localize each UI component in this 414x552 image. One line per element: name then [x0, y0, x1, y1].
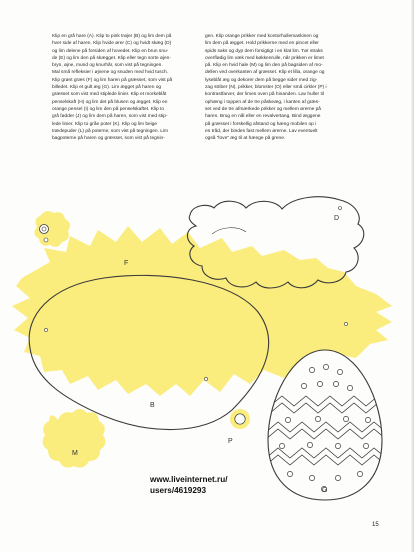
instruction-line: bagpoterne på haren og græsset, som vist på tegnin- [52, 136, 165, 142]
instruction-line: hver side af haren. Klip hvide ører (C) og hvidt skæg (D) [52, 41, 172, 47]
instruction-line: lede linier. Klip to gråe poter (K). Klip og lim beige [52, 121, 158, 127]
instruction-line: på. Klip en hvid hale (M) og lim den på bagsiden af mo- [205, 63, 323, 69]
small-flower-template [34, 211, 69, 247]
watermark [150, 474, 290, 496]
label-grass: F [124, 260, 129, 267]
label-oval-egg: B [150, 402, 155, 409]
instruction-line: lim dem på ægget. Hold prikkerne med en pincet eller [205, 41, 319, 47]
ring-template [230, 409, 250, 429]
instruction-line: orange pensel (I) og lim den på penselskaftet. Klip to [52, 106, 164, 112]
instruction-line: dellen ved overkanten af græsset. Klip et lilla, orange og [205, 70, 325, 76]
label-patterned-egg: G [322, 487, 328, 494]
instruction-line: og lim delene på forsiden af hovedet. Klip en brun snu- [52, 48, 169, 54]
watermark-line-2: users/4619293 [150, 486, 206, 495]
watermark-line-1: www.liveinternet.ru/ [150, 475, 228, 484]
instruction-line: på græsset i forskellig afstand og hæng mobilen op i [205, 121, 317, 127]
label-ring: P [228, 438, 233, 445]
label-cloud: D [334, 215, 340, 222]
instruction-line: set ved de tre afmærkede prikker og mellem ørerne på [205, 106, 321, 112]
instruction-line: gen. Klip orange prikker med kontorhullemaskinen og [205, 34, 319, 39]
instruction-line: grå fødder (J) og lim dem på haren, som vist med stip- [52, 114, 168, 120]
instruction-line: billedet. Klip et gult æg (G). Lim ægget på haren og [52, 85, 162, 91]
page-number: 15 [372, 522, 379, 528]
instruction-line: Mal små refleksier i øjnene og snuden med hvid tusch. [52, 70, 168, 76]
instruction-line: ophæng i toppen af de tre påskeæg, i kanten af græs- [205, 99, 320, 105]
instruction-line: overflødig lim væk med køkkenrulle, når prikken er limet [205, 55, 324, 61]
label-flower: M [72, 450, 78, 457]
instruction-line: en tråd, der bindes fast mellem ørerne. Lav eventuelt [205, 128, 318, 134]
instruction-line: også "love" æg til at hænge på grene. [205, 136, 286, 142]
instruction-line: trædepuder (L) på poterne, som vist på tegningen. Lim [52, 128, 168, 134]
instruction-line: spids saks og dyp dem forsigtigt i en klat lim. Tør straks [205, 48, 323, 54]
instruction-line: de (E) og lim den på skægget. Klip eller tegn sorte øjen- [52, 55, 171, 61]
instruction-line: Klip grønt græs (F) og lim haren på græsset, som vist på [52, 77, 173, 83]
instruction-line: penselskaft (H) og lim det på blusen og ægget. Klip en [52, 99, 168, 105]
instruction-line: bryn, øjne, mund og knurhår, som vist på tegningen. [52, 63, 163, 69]
instruction-line: lyseblåt æg og dekorer dem på begge sider med zig- [205, 77, 318, 83]
instruction-line: græsset som vist med stiplede linier. Klip et morkeblåt [52, 92, 167, 98]
instruction-line: kontrastfarver, der limes oven på hinanden. Lav huller til [205, 92, 324, 98]
instruction-line: Klip en grå hare (A). Klip to pink trøjer (B) og lim dem på [52, 34, 172, 39]
instruction-line: zag striber (N), prikker, blomster (O) eller små cirkler (P) i [205, 85, 327, 91]
instruction-line: haren. Brug en nål eller en revalvertang. Bind æggene [205, 114, 321, 120]
flower-template [43, 409, 106, 468]
